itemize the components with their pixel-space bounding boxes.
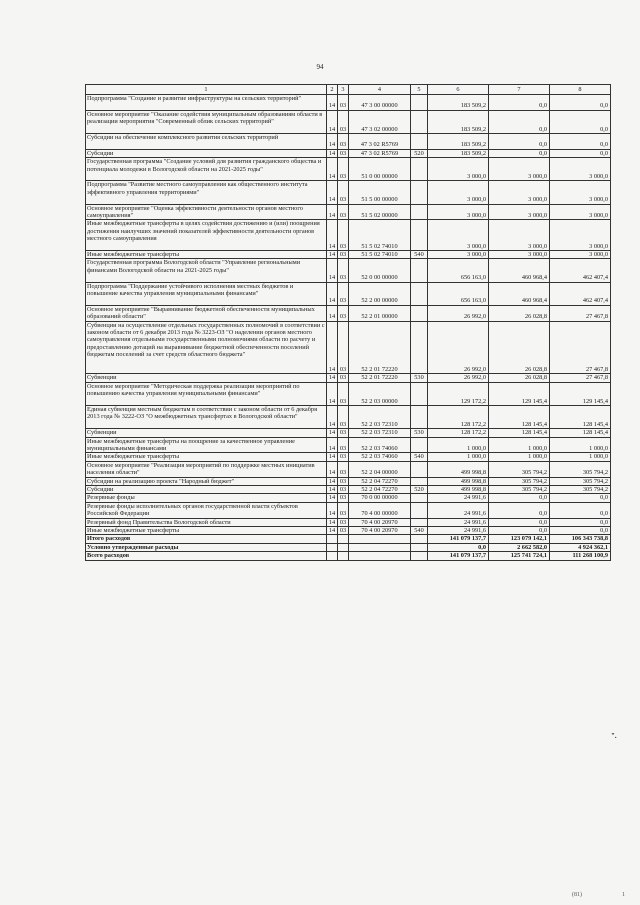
row-expense-type-cell <box>411 95 428 111</box>
row-target-code-cell <box>349 535 411 543</box>
row-subsection-cell: 03 <box>338 133 349 149</box>
row-name-cell: Государственная программа "Создание условий для развития гражданского общества и потенциала молодежи в Вологодской области на 2021-2025 годы" <box>86 158 327 181</box>
row-expense-type-cell <box>411 502 428 518</box>
row-amount-2022-cell: 0,0 <box>489 494 550 502</box>
row-target-code-cell: 51 0 00 00000 <box>349 158 411 181</box>
table-row <box>86 518 611 526</box>
table-row <box>86 437 611 453</box>
row-expense-type-cell <box>411 181 428 204</box>
row-section-cell: 14 <box>327 518 338 526</box>
row-amount-2021-cell: 0,0 <box>428 543 489 551</box>
row-expense-type-cell <box>411 494 428 502</box>
row-section-cell: 14 <box>327 527 338 535</box>
row-name-cell: Основное мероприятие "Реализация мероприятий по поддержке местных инициатив населения области" <box>86 461 327 477</box>
row-amount-2021-cell: 1 000,0 <box>428 437 489 453</box>
table-row <box>86 461 611 477</box>
row-name-cell: Подпрограмма "Развитие местного самоуправления как общественного института эффективного управления территориями" <box>86 181 327 204</box>
row-amount-2022-cell: 460 968,4 <box>489 282 550 305</box>
closing-quote: ". <box>611 732 617 740</box>
row-expense-type-cell <box>411 543 428 551</box>
table-row <box>86 485 611 493</box>
row-amount-2022-cell: 0,0 <box>489 95 550 111</box>
table-row <box>86 374 611 382</box>
header-row <box>86 85 611 95</box>
row-subsection-cell <box>338 535 349 543</box>
row-amount-2022-cell: 3 000,0 <box>489 181 550 204</box>
row-name-cell: Всего расходов <box>86 552 327 560</box>
row-expense-type-cell: 540 <box>411 250 428 258</box>
row-expense-type-cell <box>411 552 428 560</box>
col-header: 5 <box>411 85 428 95</box>
row-amount-2023-cell: 305 794,2 <box>550 461 611 477</box>
table-row <box>86 110 611 133</box>
row-amount-2022-cell: 1 000,0 <box>489 453 550 461</box>
row-subsection-cell: 03 <box>338 485 349 493</box>
table-row <box>86 543 611 551</box>
row-amount-2023-cell: 0,0 <box>550 502 611 518</box>
row-name-cell: Субсидии на обеспечение комплексного развития сельских территорий <box>86 133 327 149</box>
table-row <box>86 259 611 282</box>
row-section-cell: 14 <box>327 485 338 493</box>
row-amount-2022-cell: 305 794,2 <box>489 485 550 493</box>
row-amount-2021-cell: 141 079 137,7 <box>428 535 489 543</box>
row-name-cell: Резервные фонды исполнительных органов государственной власти субъектов Российской Федерации <box>86 502 327 518</box>
row-amount-2023-cell: 106 343 738,8 <box>550 535 611 543</box>
table-row <box>86 220 611 251</box>
row-amount-2021-cell: 129 172,2 <box>428 382 489 405</box>
row-amount-2023-cell: 0,0 <box>550 149 611 157</box>
row-expense-type-cell <box>411 535 428 543</box>
row-subsection-cell: 03 <box>338 321 349 374</box>
col-header: 2 <box>327 85 338 95</box>
row-target-code-cell: 52 2 00 00000 <box>349 282 411 305</box>
row-section-cell: 14 <box>327 405 338 428</box>
row-target-code-cell: 70 4 00 20970 <box>349 518 411 526</box>
row-expense-type-cell <box>411 220 428 251</box>
row-subsection-cell: 03 <box>338 518 349 526</box>
row-section-cell: 14 <box>327 220 338 251</box>
row-target-code-cell: 51 5 02 00000 <box>349 204 411 220</box>
row-section-cell <box>327 543 338 551</box>
col-header: 7 <box>489 85 550 95</box>
row-subsection-cell: 03 <box>338 204 349 220</box>
row-amount-2023-cell: 0,0 <box>550 527 611 535</box>
row-name-cell: Иные межбюджетные трансферты на поощрение за качественное управление муниципальными финансами <box>86 437 327 453</box>
row-target-code-cell: 52 2 04 00000 <box>349 461 411 477</box>
row-amount-2022-cell: 305 794,2 <box>489 477 550 485</box>
row-target-code-cell: 47 3 02 R5769 <box>349 149 411 157</box>
row-amount-2022-cell: 3 000,0 <box>489 220 550 251</box>
row-amount-2023-cell: 0,0 <box>550 518 611 526</box>
table-body <box>86 95 611 561</box>
page-number: 94 <box>316 63 324 71</box>
row-section-cell: 14 <box>327 110 338 133</box>
row-amount-2021-cell: 499 998,8 <box>428 477 489 485</box>
row-target-code-cell: 47 3 02 R5769 <box>349 133 411 149</box>
row-expense-type-cell <box>411 110 428 133</box>
row-amount-2021-cell: 183 509,2 <box>428 133 489 149</box>
row-subsection-cell: 03 <box>338 477 349 485</box>
row-amount-2022-cell: 26 028,8 <box>489 305 550 321</box>
row-subsection-cell: 03 <box>338 259 349 282</box>
row-amount-2021-cell: 3 000,0 <box>428 158 489 181</box>
row-amount-2021-cell: 128 172,2 <box>428 429 489 437</box>
row-name-cell: Основное мероприятие "Оценка эффективности деятельности органов местного самоуправления" <box>86 204 327 220</box>
row-subsection-cell: 03 <box>338 429 349 437</box>
row-target-code-cell: 70 4 00 20970 <box>349 527 411 535</box>
row-subsection-cell <box>338 552 349 560</box>
row-amount-2023-cell: 3 000,0 <box>550 220 611 251</box>
row-subsection-cell: 03 <box>338 110 349 133</box>
row-amount-2022-cell: 460 968,4 <box>489 259 550 282</box>
row-expense-type-cell <box>411 461 428 477</box>
row-target-code-cell: 70 0 00 00000 <box>349 494 411 502</box>
row-expense-type-cell <box>411 282 428 305</box>
row-amount-2022-cell: 128 145,4 <box>489 405 550 428</box>
row-amount-2021-cell: 499 998,8 <box>428 485 489 493</box>
footer-mark-right: 1 <box>622 892 625 898</box>
row-amount-2023-cell: 1 000,0 <box>550 453 611 461</box>
table-row <box>86 453 611 461</box>
row-subsection-cell: 03 <box>338 282 349 305</box>
row-amount-2022-cell: 125 741 724,1 <box>489 552 550 560</box>
row-amount-2023-cell: 1 000,0 <box>550 437 611 453</box>
row-section-cell: 14 <box>327 437 338 453</box>
row-amount-2021-cell: 499 998,8 <box>428 461 489 477</box>
table-row <box>86 405 611 428</box>
col-header: 3 <box>338 85 349 95</box>
table-row <box>86 181 611 204</box>
expenditure-table-container <box>85 84 610 561</box>
row-expense-type-cell <box>411 158 428 181</box>
row-subsection-cell: 03 <box>338 220 349 251</box>
row-target-code-cell: 52 2 03 74060 <box>349 437 411 453</box>
row-amount-2023-cell: 3 000,0 <box>550 181 611 204</box>
row-section-cell: 14 <box>327 502 338 518</box>
row-subsection-cell: 03 <box>338 502 349 518</box>
row-target-code-cell: 70 4 00 00000 <box>349 502 411 518</box>
row-expense-type-cell: 530 <box>411 374 428 382</box>
col-header: 4 <box>349 85 411 95</box>
row-name-cell: Субвенции <box>86 429 327 437</box>
row-name-cell: Иные межбюджетные трансферты в целях содействия достижению и (или) поощрения достижения наилучших значений показателей эффективности деятельности органов местного самоуправления <box>86 220 327 251</box>
row-amount-2022-cell: 1 000,0 <box>489 437 550 453</box>
row-subsection-cell: 03 <box>338 494 349 502</box>
row-target-code-cell: 52 2 03 74060 <box>349 453 411 461</box>
row-amount-2022-cell: 0,0 <box>489 133 550 149</box>
table-row <box>86 527 611 535</box>
row-amount-2022-cell: 0,0 <box>489 149 550 157</box>
row-amount-2023-cell: 0,0 <box>550 110 611 133</box>
row-section-cell: 14 <box>327 181 338 204</box>
row-amount-2021-cell: 183 509,2 <box>428 95 489 111</box>
row-section-cell: 14 <box>327 149 338 157</box>
row-amount-2021-cell: 26 992,0 <box>428 374 489 382</box>
row-amount-2023-cell: 305 794,2 <box>550 485 611 493</box>
row-subsection-cell: 03 <box>338 405 349 428</box>
row-subsection-cell: 03 <box>338 181 349 204</box>
row-amount-2023-cell: 111 268 100,9 <box>550 552 611 560</box>
row-amount-2021-cell: 656 163,0 <box>428 282 489 305</box>
row-amount-2023-cell: 305 794,2 <box>550 477 611 485</box>
row-section-cell <box>327 535 338 543</box>
row-amount-2021-cell: 3 000,0 <box>428 181 489 204</box>
row-amount-2021-cell: 3 000,0 <box>428 220 489 251</box>
footer-mark-left: (81) <box>572 892 582 898</box>
row-name-cell: Резервные фонды <box>86 494 327 502</box>
row-amount-2022-cell: 129 145,4 <box>489 382 550 405</box>
row-expense-type-cell: 520 <box>411 485 428 493</box>
row-amount-2022-cell: 128 145,4 <box>489 429 550 437</box>
table-row <box>86 158 611 181</box>
table-row <box>86 133 611 149</box>
row-expense-type-cell <box>411 259 428 282</box>
row-amount-2023-cell: 128 145,4 <box>550 405 611 428</box>
table-row <box>86 502 611 518</box>
row-name-cell: Подпрограмма "Создание и развитие инфраструктуры на сельских территорий" <box>86 95 327 111</box>
row-target-code-cell: 51 5 02 74010 <box>349 220 411 251</box>
row-amount-2023-cell: 27 467,8 <box>550 321 611 374</box>
row-amount-2023-cell: 462 407,4 <box>550 259 611 282</box>
row-subsection-cell: 03 <box>338 95 349 111</box>
row-name-cell: Государственная программа Вологодской области "Управление региональными финансами Вологодской области на 2021-2025 годы" <box>86 259 327 282</box>
row-target-code-cell: 52 2 01 72220 <box>349 374 411 382</box>
row-amount-2021-cell: 26 992,0 <box>428 305 489 321</box>
table-row <box>86 321 611 374</box>
row-subsection-cell: 03 <box>338 149 349 157</box>
row-amount-2022-cell: 0,0 <box>489 518 550 526</box>
row-name-cell: Иные межбюджетные трансферты <box>86 527 327 535</box>
table-row <box>86 149 611 157</box>
table-row <box>86 250 611 258</box>
row-subsection-cell: 03 <box>338 527 349 535</box>
row-expense-type-cell: 540 <box>411 453 428 461</box>
row-section-cell: 14 <box>327 494 338 502</box>
row-name-cell: Подпрограмма "Поддержание устойчивого исполнения местных бюджетов и повышение качества управления муниципальными финансами" <box>86 282 327 305</box>
row-subsection-cell: 03 <box>338 382 349 405</box>
row-amount-2022-cell: 305 794,2 <box>489 461 550 477</box>
row-section-cell <box>327 552 338 560</box>
row-section-cell: 14 <box>327 453 338 461</box>
row-amount-2023-cell: 462 407,4 <box>550 282 611 305</box>
table-row <box>86 429 611 437</box>
row-section-cell: 14 <box>327 374 338 382</box>
row-name-cell: Итого расходов <box>86 535 327 543</box>
col-header: 6 <box>428 85 489 95</box>
row-section-cell: 14 <box>327 321 338 374</box>
row-name-cell: Условно утвержденные расходы <box>86 543 327 551</box>
col-header: 8 <box>550 85 611 95</box>
row-section-cell: 14 <box>327 95 338 111</box>
row-amount-2021-cell: 26 992,0 <box>428 321 489 374</box>
row-expense-type-cell <box>411 382 428 405</box>
row-expense-type-cell <box>411 204 428 220</box>
row-target-code-cell: 47 3 00 00000 <box>349 95 411 111</box>
row-amount-2023-cell: 0,0 <box>550 95 611 111</box>
row-name-cell: Субвенции <box>86 374 327 382</box>
row-name-cell: Субвенции на осуществление отдельных государственных полномочий в соответствии с законом области от 6 декабря 2013 года № 3223-ОЗ "О наделении органов местного самоуправления отдельными государственными полномочиями области по расчету и предоставлению дотаций на выравнивание бюджетной обеспеченности поселений бюджетам поселений за счет средств областного бюджета" <box>86 321 327 374</box>
row-name-cell: Основное мероприятие "Выравнивание бюджетной обеспеченности муниципальных образований области" <box>86 305 327 321</box>
table-row <box>86 204 611 220</box>
row-amount-2021-cell: 24 991,6 <box>428 518 489 526</box>
expenditure-table <box>85 84 611 561</box>
row-name-cell: Субсидии на реализацию проекта "Народный бюджет" <box>86 477 327 485</box>
row-section-cell: 14 <box>327 429 338 437</box>
row-section-cell: 14 <box>327 382 338 405</box>
row-name-cell: Основное мероприятие "Оказание содействия муниципальным образованиям области в реализации мероприятия "Современный облик сельских территорий" <box>86 110 327 133</box>
row-expense-type-cell <box>411 477 428 485</box>
table-row <box>86 95 611 111</box>
row-target-code-cell: 51 5 00 00000 <box>349 181 411 204</box>
row-amount-2023-cell: 3 000,0 <box>550 204 611 220</box>
row-target-code-cell: 52 2 01 00000 <box>349 305 411 321</box>
row-subsection-cell: 03 <box>338 374 349 382</box>
row-name-cell: Резервный фонд Правительства Вологодской области <box>86 518 327 526</box>
row-amount-2022-cell: 3 000,0 <box>489 158 550 181</box>
row-name-cell: Иные межбюджетные трансферты <box>86 453 327 461</box>
row-target-code-cell <box>349 543 411 551</box>
row-section-cell: 14 <box>327 305 338 321</box>
row-amount-2021-cell: 3 000,0 <box>428 204 489 220</box>
row-amount-2023-cell: 4 924 362,1 <box>550 543 611 551</box>
row-subsection-cell: 03 <box>338 305 349 321</box>
row-section-cell: 14 <box>327 461 338 477</box>
row-name-cell: Иные межбюджетные трансферты <box>86 250 327 258</box>
row-subsection-cell: 03 <box>338 437 349 453</box>
row-amount-2021-cell: 183 509,2 <box>428 110 489 133</box>
row-section-cell: 14 <box>327 250 338 258</box>
row-subsection-cell: 03 <box>338 250 349 258</box>
row-section-cell: 14 <box>327 477 338 485</box>
row-amount-2021-cell: 141 079 137,7 <box>428 552 489 560</box>
table-row <box>86 535 611 543</box>
row-expense-type-cell: 530 <box>411 429 428 437</box>
table-row <box>86 382 611 405</box>
row-amount-2022-cell: 3 000,0 <box>489 250 550 258</box>
row-target-code-cell: 51 5 02 74010 <box>349 250 411 258</box>
row-expense-type-cell <box>411 437 428 453</box>
row-target-code-cell: 52 2 04 72270 <box>349 485 411 493</box>
row-expense-type-cell <box>411 518 428 526</box>
row-amount-2021-cell: 656 163,0 <box>428 259 489 282</box>
row-amount-2022-cell: 0,0 <box>489 527 550 535</box>
row-amount-2023-cell: 3 000,0 <box>550 158 611 181</box>
table-row <box>86 305 611 321</box>
row-amount-2021-cell: 128 172,2 <box>428 405 489 428</box>
col-header: 1 <box>86 85 327 95</box>
row-section-cell: 14 <box>327 158 338 181</box>
row-expense-type-cell: 540 <box>411 527 428 535</box>
row-amount-2021-cell: 24 991,6 <box>428 502 489 518</box>
row-amount-2023-cell: 27 467,8 <box>550 305 611 321</box>
row-amount-2022-cell: 0,0 <box>489 502 550 518</box>
row-amount-2023-cell: 129 145,4 <box>550 382 611 405</box>
table-row <box>86 282 611 305</box>
row-name-cell: Субсидии <box>86 149 327 157</box>
row-amount-2022-cell: 26 028,8 <box>489 374 550 382</box>
row-target-code-cell: 52 2 03 00000 <box>349 382 411 405</box>
row-subsection-cell: 03 <box>338 453 349 461</box>
row-amount-2022-cell: 3 000,0 <box>489 204 550 220</box>
row-target-code-cell: 52 2 04 72270 <box>349 477 411 485</box>
row-amount-2021-cell: 3 000,0 <box>428 250 489 258</box>
table-row <box>86 477 611 485</box>
row-target-code-cell: 52 2 03 72310 <box>349 405 411 428</box>
row-amount-2021-cell: 183 509,2 <box>428 149 489 157</box>
row-expense-type-cell <box>411 133 428 149</box>
row-amount-2023-cell: 27 467,8 <box>550 374 611 382</box>
row-target-code-cell <box>349 552 411 560</box>
row-subsection-cell <box>338 543 349 551</box>
row-subsection-cell: 03 <box>338 158 349 181</box>
table-row <box>86 552 611 560</box>
row-expense-type-cell <box>411 405 428 428</box>
row-name-cell: Основное мероприятие "Методическая поддержка реализации мероприятий по повышению качества управления муниципальными финансами" <box>86 382 327 405</box>
row-name-cell: Субсидии <box>86 485 327 493</box>
row-target-code-cell: 52 2 03 72310 <box>349 429 411 437</box>
row-amount-2023-cell: 128 145,4 <box>550 429 611 437</box>
row-amount-2021-cell: 1 000,0 <box>428 453 489 461</box>
row-target-code-cell: 52 0 00 00000 <box>349 259 411 282</box>
row-expense-type-cell: 520 <box>411 149 428 157</box>
row-amount-2023-cell: 0,0 <box>550 133 611 149</box>
row-amount-2022-cell: 2 662 582,0 <box>489 543 550 551</box>
row-amount-2021-cell: 24 991,6 <box>428 527 489 535</box>
row-section-cell: 14 <box>327 204 338 220</box>
row-subsection-cell: 03 <box>338 461 349 477</box>
row-expense-type-cell <box>411 305 428 321</box>
row-amount-2022-cell: 26 028,8 <box>489 321 550 374</box>
row-section-cell: 14 <box>327 133 338 149</box>
row-amount-2023-cell: 3 000,0 <box>550 250 611 258</box>
row-name-cell: Единая субвенция местным бюджетам в соответствии с законом области от 6 декабря 2013 года № 3222-ОЗ "О межбюджетных трансфертах в Вологодской области" <box>86 405 327 428</box>
row-section-cell: 14 <box>327 282 338 305</box>
row-target-code-cell: 47 3 02 00000 <box>349 110 411 133</box>
row-expense-type-cell <box>411 321 428 374</box>
row-section-cell: 14 <box>327 259 338 282</box>
row-amount-2023-cell: 0,0 <box>550 494 611 502</box>
table-row <box>86 494 611 502</box>
row-amount-2022-cell: 123 079 142,1 <box>489 535 550 543</box>
row-target-code-cell: 52 2 01 72220 <box>349 321 411 374</box>
row-amount-2021-cell: 24 991,6 <box>428 494 489 502</box>
row-amount-2022-cell: 0,0 <box>489 110 550 133</box>
